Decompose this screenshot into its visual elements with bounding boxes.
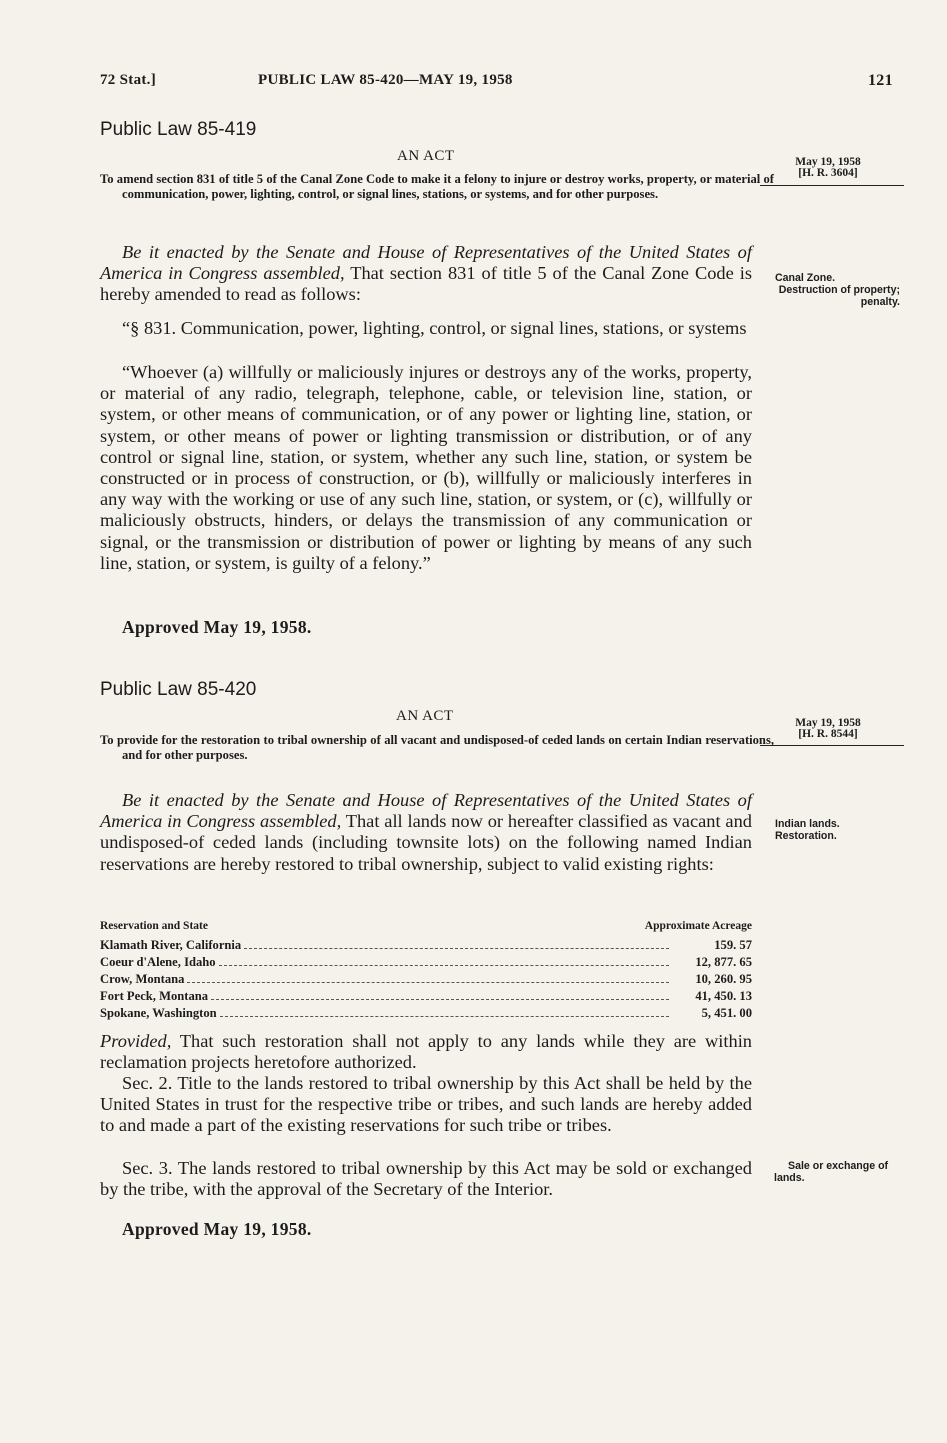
leader-dots bbox=[219, 965, 669, 966]
law2-proviso bbox=[100, 1031, 752, 1073]
reservation-name: Klamath River, California bbox=[100, 938, 242, 952]
sec3-label: Sec. 3. bbox=[122, 1158, 173, 1178]
law1-enacting-rest: That section 831 of title 5 of the Canal Zone Code is hereby amended to read as follows: bbox=[100, 263, 753, 305]
col-header-reservation: Reservation and State bbox=[100, 920, 208, 932]
table-row bbox=[100, 972, 752, 989]
law2-date-block bbox=[778, 718, 878, 740]
table-row bbox=[100, 955, 752, 972]
law2-margin-note-2: Restoration. bbox=[775, 830, 837, 842]
law1-margin-note-1: Canal Zone. bbox=[775, 272, 836, 284]
law2-purpose: To provide for the restoration to tribal ownership of all vacant and undisposed-of ceded lands on certain Indian reservations, and for other purposes. bbox=[100, 733, 774, 762]
reservation-name: Crow, Montana bbox=[100, 972, 185, 986]
law1-act-heading: AN ACT bbox=[397, 148, 455, 164]
header-volume: 72 Stat.] bbox=[100, 72, 157, 88]
law1-date-block bbox=[778, 157, 878, 179]
law1-section-text: “Whoever (a) willfully or maliciously injures or destroys any of the works, property, or material of any radio, telegraph, telephone, cable, or television line, station, or system, or other means of communication, or of any power or lighting line, station, or system, or other means of power or lighting transmission or distribution, or of any control or signal line, station, or system, whether any such line, station, or system be constructed or in process of construction, or (b), willfully or maliciously interferes in any way with the working or use of any such line, station, or system, or (c), willfully or maliciously obstructs, hinders, or delays the transmission of any communication or signal, or the transmission or distribution of power or lighting by means of any such line, station, or system, is guilty of a felony.” bbox=[100, 362, 752, 573]
law2-enacting-clause bbox=[100, 790, 752, 875]
law1-margin-note-2: Destruction of property; penalty. bbox=[778, 284, 900, 308]
law2-enacting-rest: That all lands now or hereafter classified as vacant and undisposed-of ceded lands (including townsite lots) on the following named Indian reservations are hereby restored to tribal ownership, subject to valid existing rights: bbox=[100, 811, 752, 874]
acreage-value: 41, 450. 13 bbox=[695, 989, 752, 1003]
table-row bbox=[100, 938, 752, 955]
law2-title: Public Law 85-420 bbox=[100, 679, 257, 700]
law1-section-heading: “§ 831. Communication, power, lighting, control, or signal lines, stations, or systems bbox=[122, 318, 747, 338]
law1-approved: Approved May 19, 1958. bbox=[122, 617, 312, 637]
acreage-value: 5, 451. 00 bbox=[701, 1006, 752, 1020]
leader-dots bbox=[220, 1016, 669, 1017]
law2-section-3 bbox=[100, 1158, 752, 1200]
law1-title: Public Law 85-419 bbox=[100, 119, 257, 140]
law2-enacting-italic: Be it enacted by the Senate and House of Representatives of the United States of America in Congress assembled, bbox=[100, 790, 752, 832]
law1-section-heading-block bbox=[100, 318, 752, 339]
law2-approved: Approved May 19, 1958. bbox=[122, 1219, 312, 1239]
acreage-table bbox=[100, 920, 752, 1023]
leader-dots bbox=[211, 999, 669, 1000]
law1-enacting-clause bbox=[100, 242, 752, 306]
header-title: PUBLIC LAW 85-420—MAY 19, 1958 bbox=[258, 72, 513, 88]
table-row bbox=[100, 1006, 752, 1023]
sec2-label: Sec. 2. bbox=[122, 1073, 173, 1093]
col-header-acreage: Approximate Acreage bbox=[644, 920, 752, 932]
acreage-value: 159. 57 bbox=[714, 938, 752, 952]
proviso-rest: That such restoration shall not apply to any lands while they are within reclamation projects heretofore authorized. bbox=[100, 1031, 752, 1073]
law2-act-heading: AN ACT bbox=[396, 708, 454, 724]
reservation-name: Coeur d'Alene, Idaho bbox=[100, 955, 216, 969]
sec3-text: The lands restored to tribal ownership by this Act may be sold or exchanged by the tribe, with the approval of the Secretary of the Interior. bbox=[100, 1158, 752, 1200]
law1-date: May 19, 1958 bbox=[795, 156, 861, 168]
proviso-italic: Provided, bbox=[100, 1031, 172, 1051]
leader-dots bbox=[244, 948, 669, 949]
page-number: 121 bbox=[868, 72, 893, 89]
acreage-value: 10, 260. 95 bbox=[695, 972, 752, 986]
leader-dots bbox=[187, 982, 669, 983]
reservation-name: Fort Peck, Montana bbox=[100, 989, 209, 1003]
reservation-name: Spokane, Washington bbox=[100, 1006, 217, 1020]
table-header bbox=[100, 920, 752, 938]
acreage-value: 12, 877. 65 bbox=[695, 955, 752, 969]
law1-bill-number: [H. R. 3604] bbox=[798, 167, 858, 179]
law1-purpose: To amend section 831 of title 5 of the Canal Zone Code to make it a felony to injure or destroy works, property, or material of communication, power, lighting, control, or signal lines, stations, or systems, and for other purposes. bbox=[100, 172, 774, 201]
law2-section-2 bbox=[100, 1073, 752, 1137]
law1-section-text-block bbox=[100, 362, 752, 574]
law2-bill-number: [H. R. 8544] bbox=[798, 728, 858, 740]
law1-enacting-italic: Be it enacted by the Senate and House of Representatives of the United States of America in Congress assembled, bbox=[100, 242, 752, 284]
law1-date-rule bbox=[760, 185, 904, 186]
law2-margin-note-3: Sale or exchange of lands. bbox=[774, 1160, 889, 1184]
law2-margin-note-1: Indian lands. bbox=[775, 818, 840, 830]
table-row bbox=[100, 989, 752, 1006]
sec2-text: Title to the lands restored to tribal ownership by this Act shall be held by the United States in trust for the respective tribe or tribes, and such lands are hereby added to and made a part of the existing reservations for such tribe or tribes. bbox=[100, 1073, 752, 1136]
law2-date: May 19, 1958 bbox=[795, 717, 861, 729]
law2-date-rule bbox=[760, 745, 904, 746]
